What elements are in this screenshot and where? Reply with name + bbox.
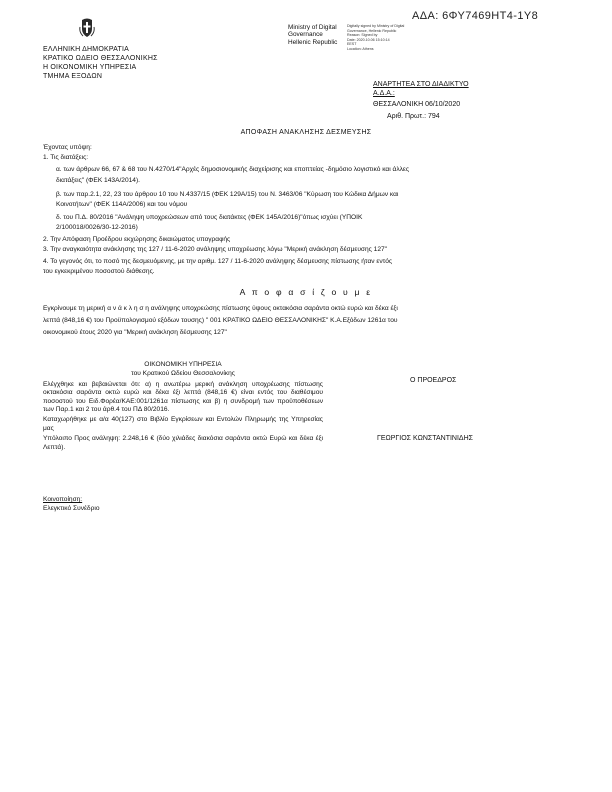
document-title: ΑΠΟΦΑΣΗ ΑΝΑΚΛΗΣΗΣ ΔΕΣΜΕΥΣΗΣ xyxy=(240,129,372,136)
ada-label: Α.Δ.Α.: xyxy=(373,89,395,97)
finance-certification-block xyxy=(43,361,323,454)
distribution-recipient: Ελεγκτικό Συνέδριο xyxy=(43,505,100,512)
decision-line-1: Εγκρίνουμε τη μερική α ν ά κ λ η σ η ανάληψης υποχρεώσης πίστωσης ύψους οκτακόσια σαράντα οκτώ ευρώ και δέκα έξι xyxy=(43,305,398,312)
provision-a-line-2: διατάξεις" (ΦΕΚ 143Α/2014). xyxy=(56,177,140,184)
considering-item-4-line-2: του εγκεκριμένου ποσοστού διάθεσης. xyxy=(43,268,155,275)
provision-b-line-2: Κοινοτήτων" (ΦΕΚ 114Α/2006) και του νόμου xyxy=(56,201,188,208)
finance-verification-text: Ελέγχθηκε και βεβαιώνεται ότι: α) η ανωτέρω μερική ανάκληση υποχρέωσης πίστωσης οκτακόσια σαράντα οκτώ ευρώ και δέκα έξι λεπτά (848,16 €) είναι εντός του διαθέσιμου ποσοστού του Ειδ.Φορέα/ΚΑΕ:001/1261α πίστωσης και β) η συνδρομή των προϋποθέσεων των Παρ.1 και 2 του άρθ.4 του ΠΔ 80/2016. xyxy=(43,380,323,414)
digital-signature-details: Digitally signed by Ministry of Digital Governance, Hellenic Republic Reason: Signed by Date: 2020.10.06 15:10:14 EEST Location: Athens xyxy=(347,24,405,51)
finance-title: ΟΙΚΟΝΟΜΙΚΗ ΥΠΗΡΕΣΙΑ xyxy=(144,361,222,368)
decision-line-3: οικονομικού έτους 2020 για "Μερική ανάκληση δέσμευσης 127" xyxy=(43,329,227,336)
decision-heading: Α π ο φ α σ ί ζ ο υ μ ε xyxy=(239,287,373,297)
finance-registration-text: Καταχωρήθηκε με α/α 40(127) στο Βιβλίο Εγκρίσεων και Εντολών Πληρωμής της Υπηρεσίας μας xyxy=(43,416,323,432)
signatory-name: ΓΕΩΡΓΙΟΣ ΚΩΝΣΤΑΝΤΙΝΙΔΗΣ xyxy=(377,435,473,442)
considering-item-3: 3. Την αναγκαιότητα ανάκλησης της 127 / 11-6-2020 ανάληψης υποχρέωσης λόγω "Μερική ανάκληση δέσμευσης 127" xyxy=(43,246,388,253)
finance-remaining-balance-text: Υπόλοιπο Προς ανάληψη: 2.248,16 € (δύο χιλιάδες διακόσια σαράντα οκτώ Ευρώ και δέκα έξι Λεπτά). xyxy=(43,435,323,451)
publication-info xyxy=(373,81,469,121)
decision-line-2: λεπτά (848,16 €) του Προϋπολογισμού εξόδων τουσης) " 001 ΚΡΑΤΙΚΟ ΩΔΕΙΟ ΘΕΣΣΑΛΟΝΙΚΗΣ" Κ.Α.Εξόδων 1261α του xyxy=(43,317,398,324)
considering-item-1: 1. Τις διατάξεις: xyxy=(43,154,89,161)
greek-emblem-icon xyxy=(79,18,95,38)
signatory-role: Ο ΠΡΟΕΔΡΟΣ xyxy=(410,377,457,384)
considering-intro: Έχοντας υπόψη: xyxy=(43,144,92,151)
finance-subtitle: του Κρατικού Ωδείου Θεσσαλονίκης xyxy=(131,370,235,378)
considering-item-4-line-1: 4. Το γεγονός ότι, το ποσό της δεσμευόμενης, με την αριθμ. 127 / 11-6-2020 ανάληψης δέσμευσης πίστωσης ήταν εντός xyxy=(43,258,393,265)
provision-a-line-1: α. των άρθρων 66, 67 & 68 του Ν.4270/14"Αρχές δημοσιονομικής διαχείρισης και εποπτείας -δημόσιο λογιστικό και άλλες xyxy=(56,166,410,173)
considering-item-2: 2. Την Απόφαση Προέδρου εκχώρησης δικαιώματος υπογραφής xyxy=(43,236,231,243)
provision-d-line-1: δ. του Π.Δ. 80/2016 "Ανάληψη υποχρεώσεων από τους διατάκτες (ΦΕΚ 145Α/2016)"όπως ισχύει (ΥΠΟΙΚ xyxy=(56,214,363,221)
distribution-list xyxy=(43,495,100,513)
publish-online-label: ΑΝΑΡΤΗΤΕΑ ΣΤΟ ΔΙΑΔΙΚΤΥΟ xyxy=(373,81,469,88)
provision-d-line-2: 2/100018/0026/30-12-2016) xyxy=(56,224,138,231)
distribution-label: Κοινοποίηση: xyxy=(43,496,83,503)
digital-signature-label: Ministry of Digital Governance Hellenic Republic xyxy=(288,24,338,46)
protocol-number: Αριθ. Πρωτ.: 794 xyxy=(387,112,440,120)
place-date: ΘΕΣΣΑΛΟΝΙΚΗ 06/10/2020 xyxy=(373,101,461,108)
organization-header: ΕΛΛΗΝΙΚΗ ΔΗΜΟΚΡΑΤΙΑ ΚΡΑΤΙΚΟ ΩΔΕΙΟ ΘΕΣΣΑΛΟΝΙΚΗΣ Η ΟΙΚΟΝΟΜΙΚΗ ΥΠΗΡΕΣΙΑ ΤΜΗΜΑ ΕΞΟΔΩΝ xyxy=(43,46,158,80)
provision-b-line-1: β. των παρ.2.1, 22, 23 του άρθρου 10 του Ν.4337/15 (ΦΕΚ 129Α/15) του Ν. 3463/06 "Κύρωση του Κώδικα Δήμων και xyxy=(56,191,399,198)
document-ada-code: ΑΔΑ: 6ΦΥ7469ΗΤ4-1Υ8 xyxy=(412,10,539,22)
